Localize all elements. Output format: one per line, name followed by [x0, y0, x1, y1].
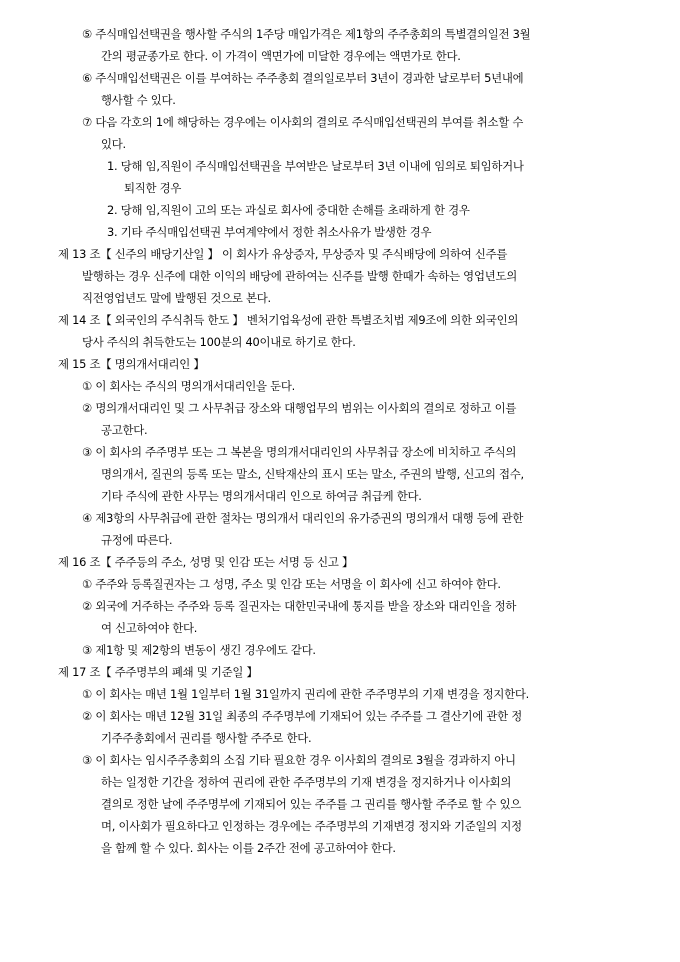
clause-16-3: ③ 제1항 및 제2항의 변동이 생긴 경우에도 같다. — [82, 643, 316, 657]
clause-16-1: ① 주주와 등록질권자는 그 성명, 주소 및 인감 또는 서명을 이 회사에 신고 하여야 한다. — [82, 577, 501, 591]
clause-17-3-line-5: 을 함께 할 수 있다. 회사는 이를 2주간 전에 공고하여야 한다. — [101, 841, 396, 855]
article-13-line-3: 직전영업년도 말에 발행된 것으로 본다. — [82, 291, 271, 305]
clause-17-3-line-3: 결의로 정한 날에 주주명부에 기재되어 있는 주주를 그 권리를 행사할 주주로 할 수 있으 — [101, 797, 522, 811]
clause-17-2-line-2: 기주주총회에서 권리를 행사할 주주로 한다. — [101, 731, 312, 745]
subitem-1-line-2: 퇴직한 경우 — [124, 181, 182, 195]
article-14-line-2: 당사 주식의 취득한도는 100분의 40이내로 하기로 한다. — [82, 335, 356, 349]
clause-15-3-line-3: 기타 주식에 관한 사무는 명의개서대리 인으로 하여금 취급케 한다. — [101, 489, 422, 503]
clause-16-2-line-1: ② 외국에 거주하는 주주와 등록 질권자는 대한민국내에 통지를 받을 장소와 대리인을 정하 — [82, 599, 517, 613]
clause-12-7-line-1: ⑦ 다음 각호의 1에 해당하는 경우에는 이사회의 결의로 주식매입선택권의 부여를 취소할 수 — [82, 115, 524, 129]
clause-12-5-line-2: 간의 평균종가로 한다. 이 가격이 액면가에 미달한 경우에는 액면가로 한다. — [101, 49, 461, 63]
clause-15-2-line-2: 공고한다. — [101, 423, 148, 437]
clause-15-4-line-2: 규정에 따른다. — [101, 533, 173, 547]
article-17-heading: 제 17 조【 주주명부의 폐쇄 및 기준일 】 — [58, 665, 258, 679]
clause-12-6-line-1: ⑥ 주식매입선택권은 이를 부여하는 주주총회 결의일로부터 3년이 경과한 날로부터 5년내에 — [82, 71, 524, 85]
clause-15-3-line-1: ③ 이 회사의 주주명부 또는 그 복본을 명의개서대리인의 사무취급 장소에 비치하고 주식의 — [82, 445, 517, 459]
subitem-1-line-1: 1. 당해 임,직원이 주식매입선택권을 부여받은 날로부터 3년 이내에 임의로 퇴임하거나 — [107, 159, 524, 173]
article-16-heading: 제 16 조【 주주등의 주소, 성명 및 인감 또는 서명 등 신고 】 — [58, 555, 354, 569]
article-14-line-1: 제 14 조【 외국인의 주식취득 한도 】 벤처기업육성에 관한 특별조치법 제9조에 의한 외국인의 — [58, 313, 519, 327]
clause-17-3-line-4: 며, 이사회가 필요하다고 인정하는 경우에는 주주명부의 기재변경 정지와 기준일의 지정 — [101, 819, 522, 833]
clause-12-7-line-2: 있다. — [101, 137, 126, 151]
subitem-2: 2. 당해 임,직원이 고의 또는 과실로 회사에 중대한 손해를 초래하게 한 경우 — [107, 203, 470, 217]
subitem-3: 3. 기타 주식매입선택권 부여계약에서 정한 취소사유가 발생한 경우 — [107, 225, 432, 239]
article-13-line-1: 제 13 조【 신주의 배당기산일 】 이 회사가 유상증자, 무상증자 및 주식배당에 의하여 신주를 — [58, 247, 508, 261]
clause-12-5-line-1: ⑤ 주식매입선택권을 행사할 주식의 1주당 매입가격은 제1항의 주주총회의 특별결의일전 3월 — [82, 27, 531, 41]
clause-12-6-line-2: 행사할 수 있다. — [101, 93, 176, 107]
clause-17-1: ① 이 회사는 매년 1월 1일부터 1월 31일까지 권리에 관한 주주명부의 기재 변경을 정지한다. — [82, 687, 529, 701]
clause-15-4-line-1: ④ 제3항의 사무취급에 관한 절차는 명의개서 대리인의 유가증권의 명의개서 대행 등에 관한 — [82, 511, 524, 525]
clause-16-2-line-2: 여 신고하여야 한다. — [101, 621, 198, 635]
clause-17-3-line-2: 하는 일정한 기간을 정하여 권리에 관한 주주명부의 기재 변경을 정지하거나 이사회의 — [101, 775, 512, 789]
article-15-heading: 제 15 조【 명의개서대리인 】 — [58, 357, 205, 371]
clause-15-2-line-1: ② 명의개서대리인 및 그 사무취급 장소와 대행업무의 범위는 이사회의 결의로 정하고 이를 — [82, 401, 517, 415]
clause-17-2-line-1: ② 이 회사는 매년 12월 31일 최종의 주주명부에 기재되어 있는 주주를 그 결산기에 관한 정 — [82, 709, 523, 723]
clause-15-1: ① 이 회사는 주식의 명의개서대리인을 둔다. — [82, 379, 295, 393]
article-13-line-2: 발행하는 경우 신주에 대한 이익의 배당에 관하여는 신주를 발행 한때가 속하는 영업년도의 — [82, 269, 517, 283]
clause-17-3-line-1: ③ 이 회사는 임시주주총회의 소집 기타 필요한 경우 이사회의 결의로 3월을 경과하지 아니 — [82, 753, 516, 767]
clause-15-3-line-2: 명의개서, 질권의 등록 또는 말소, 신탁재산의 표시 또는 말소, 주권의 발행, 신고의 접수, — [101, 467, 524, 481]
